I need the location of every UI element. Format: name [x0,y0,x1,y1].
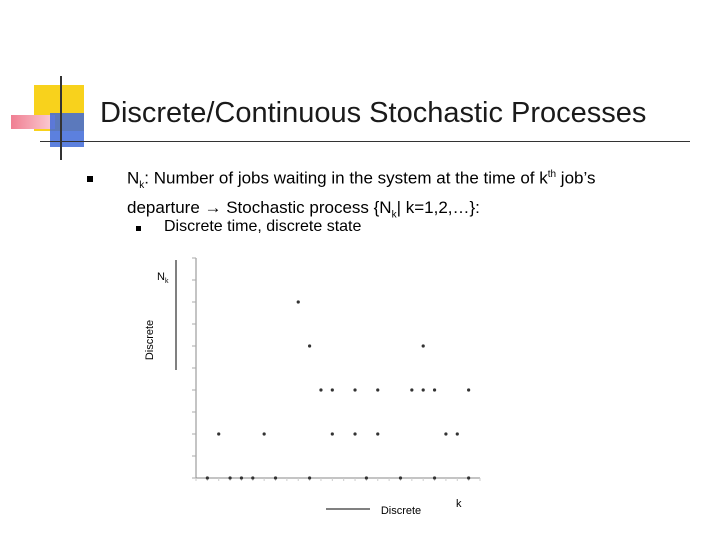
bullet-text-jobs-waiting: $N_k$: Number of jobs waiting in the system at the time of $k^{th}$ job’s departure → Stochastic process {$N_k|$ k=1,2,…}: [127,168,596,221]
data-point [240,476,243,479]
data-point [251,476,254,479]
data-point [376,388,379,391]
x-axis-right-label: k [456,498,462,510]
arrow-icon: → [204,198,222,218]
y-axis-top-label: N [157,271,165,283]
data-point [422,388,425,391]
chart-marks [206,300,470,479]
data-point [444,432,447,435]
data-point [263,432,266,435]
data-point [274,476,277,479]
data-point [433,388,436,391]
x-axis-title: Discrete [380,505,422,517]
data-point [376,432,379,435]
data-point [353,432,356,435]
data-point [399,476,402,479]
data-point [467,476,470,479]
data-point [217,432,220,435]
bullet-text-discrete-state: Discrete time, discrete state [164,218,362,235]
slide-title: Discrete/Continuous Stochastic Processes [100,97,647,129]
chart-axes [192,258,480,481]
data-point [410,388,413,391]
y-axis-top-label-sub: k [165,278,169,285]
data-point [331,432,334,435]
data-point [319,388,322,391]
data-point [365,476,368,479]
data-point [228,476,231,479]
data-point [308,476,311,479]
y-axis-title: Discrete [144,319,156,361]
data-point [331,388,334,391]
data-point [297,300,300,303]
data-point [308,344,311,347]
data-point [456,432,459,435]
data-point [433,476,436,479]
data-point [206,476,209,479]
data-point [467,388,470,391]
data-point [422,344,425,347]
data-point [353,388,356,391]
